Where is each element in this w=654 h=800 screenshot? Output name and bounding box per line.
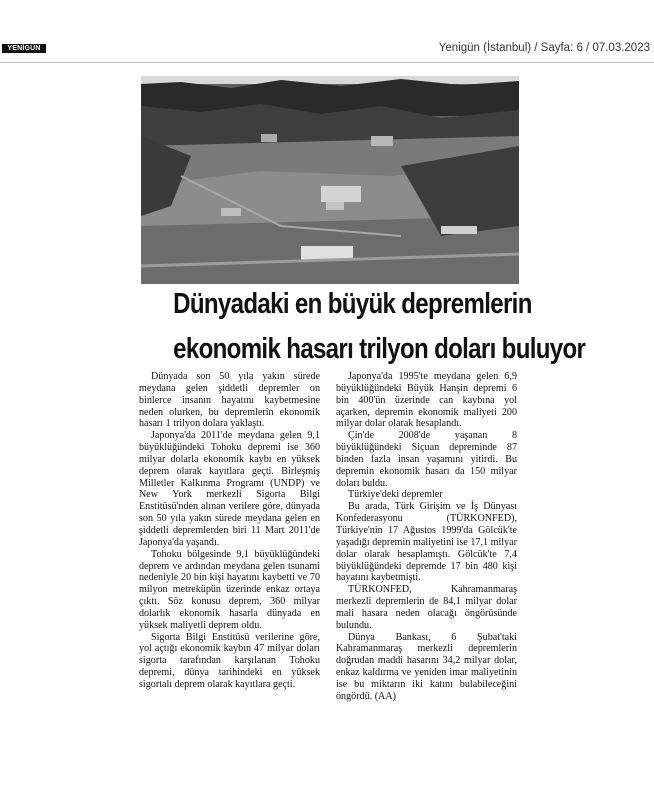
header-divider (0, 62, 654, 63)
paragraph: TÜRKONFED, Kahramanmaraş merkezli depremlerin de 84,1 milyar dolar mali hasara neden olacağı öngörüsünde bulundu. (336, 584, 517, 631)
article-column-left (139, 371, 320, 691)
headline-line-1: Dünyadaki en büyük depremlerin (173, 288, 532, 320)
paragraph: Çin'de 2008'de yaşanan 8 büyüklüğündeki Siçuan depreminde 87 binden fazla insan yaşamını yitirdi. Bu depremin ekonomik hasarı da 150 milyar doları buldu. (336, 430, 517, 489)
paragraph: Tohoku bölgesinde 9,1 büyüklüğündeki deprem ve ardından meydana gelen tsunami nedeniyle 20 bin kişi hayatını kaybetti ve 70 milyon metreküpün üzerinde enkaz ortaya çıktı. Söz konusu deprem, 360 milyar dolarlık ekonomik hasarla dünyada en yüksek maliyetli deprem oldu. (139, 548, 320, 631)
paragraph: Dünyada son 50 yıla yakın sürede meydana gelen şiddetli depremler on binlerce insanın hayatını kaybetmesine neden olurken, bu depremlerin ekonomik hasarı 1 trilyon dolara yaklaştı. (139, 371, 320, 430)
subheading: Türkiye'deki depremler (348, 489, 443, 501)
article-column-right (336, 371, 517, 703)
source-line: Yenigün (İstanbul) / Sayfa: 6 / 07.03.2023 (438, 42, 650, 54)
earthquake-aerial-photo (141, 76, 519, 284)
paragraph: Bu arada, Türk Girişim ve İş Dünyası Konfederasyonu (TÜRKONFED), Türkiye'nin 17 Ağustos 1999'da Gölcük'te yaşadığı depremin maliyetini ise 17,1 milyar dolar olarak hesaplamıştı. Gölcük'te 7,4 büyüklüğündeki depremde 17 bin 480 kişi hayatını kaybetmişti. (336, 501, 517, 584)
paragraph: Sigorta Bilgi Enstitüsü verilerine göre, yol açtığı ekonomik kaybın 47 milyar doları sigorta tarafından karşılanan Tohoku depremi, dünya tarihindeki en yüksek sigortalı deprem olarak kayıtlara geçti. (139, 631, 320, 690)
paragraph: Dünya Bankası, 6 Şubat'taki Kahramanmaraş merkezli depremlerin doğrudan maddi hasarını 34,2 milyar dolar, enkaz kaldırma ve yeniden imar maliyetinin ise bu miktarın iki katını bulabileceğini öngördü. (AA) (336, 631, 517, 702)
paragraph: Japonya'da 2011'de meydana gelen 9,1 büyüklüğündeki Tohoku depremi ise 360 milyar dolarla ekonomik kaybı en yüksek deprem olarak kayıtlara geçti. Birleşmiş Milletler Kalkınma Programı (UNDP) ve New York merkezli Sigorta Bilgi Enstitüsü'nden alınan verilere göre, dünyada son 50 yıla yakın sürede meydana gelen en şiddetli depremlerden biri 11 Mart 2011'de Japonya'da yaşandı. (139, 430, 320, 548)
paragraph: Japonya'da 1995'te meydana gelen 6,9 büyüklüğündeki Büyük Hanşin depremi 6 bin 400'ün üzerinde can kaybına yol açarken, depremin ekonomik maliyeti 200 milyar dolar olarak hesaplandı. (336, 371, 517, 430)
newspaper-logo: YENİGÜN (2, 44, 46, 53)
headline-line-2: ekonomik hasarı trilyon doları buluyor (173, 333, 586, 365)
